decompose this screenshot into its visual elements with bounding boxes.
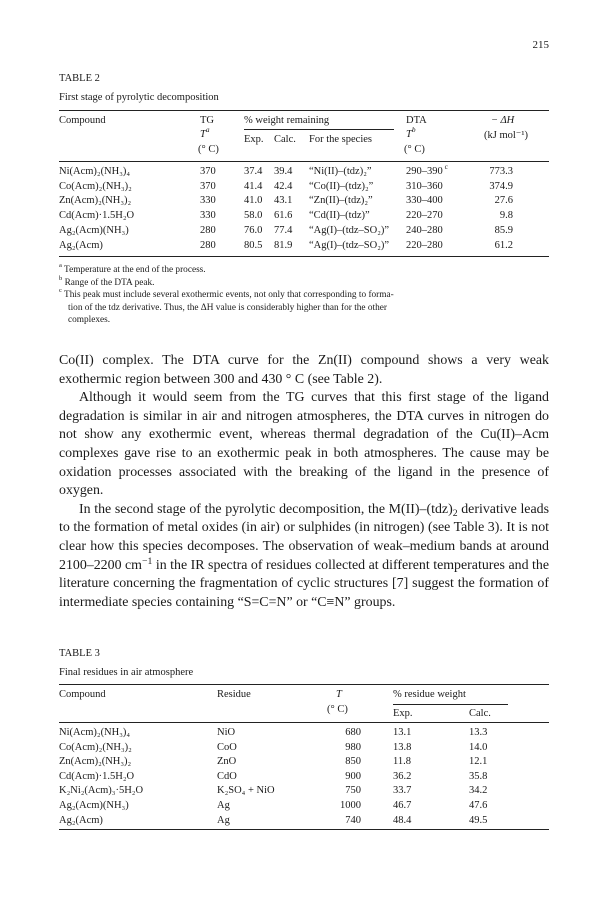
page-number: 215 [532, 39, 549, 51]
table2-header-rule [59, 161, 549, 162]
body-text [59, 352, 549, 612]
cell-residue: NiO [217, 727, 236, 738]
cell-calc: 47.6 [469, 800, 488, 811]
cell-tg-temp: 330 [200, 195, 216, 207]
cell-compound: Ag₂(Acm)(NH₃) [59, 800, 129, 811]
table3-bottom-rule [59, 829, 549, 830]
cell-temp: 740 [345, 814, 361, 826]
cell-compound: Ni(Acm)₂(NH₃)₄ [59, 727, 131, 738]
t2-header-ta: $T^a$ [200, 125, 210, 140]
cell-compound: Co(Acm)₂(NH₃)₂ [59, 180, 132, 192]
footnote-c: $^c$ This peak must include several exothermic events, not only that corresponding to forma- [59, 287, 394, 301]
cell-compound: Cd(Acm)·1.5H₂O [59, 210, 135, 222]
t2-header-dta: DTA [406, 115, 427, 126]
cell-exp: 36.2 [393, 770, 412, 782]
cell-species: “Cd(II)–(tdz)” [309, 210, 370, 222]
footnote-c-line2: tion of the tdz derivative. Thus, the ΔH value is considerably higher than for the other [68, 302, 387, 313]
table2-top-rule [59, 110, 549, 111]
t3-header-residue: Residue [217, 689, 251, 700]
t2-header-span-rule [244, 129, 394, 130]
footnote-a: $^a$ Temperature at the end of the process. [59, 262, 206, 275]
t2-header-compound: Compound [59, 115, 106, 126]
t3-header-t: T [336, 689, 342, 700]
cell-dh: 773.3 [489, 166, 513, 177]
cell-compound: Cd(Acm)·1.5H₂O [59, 770, 135, 782]
table3-caption: Final residues in air atmosphere [59, 667, 194, 678]
cell-temp: 680 [345, 727, 361, 738]
cell-calc: 35.8 [469, 770, 488, 782]
cell-tg-temp: 370 [200, 180, 216, 192]
cell-calc: 61.6 [274, 210, 293, 222]
cell-compound: Zn(Acm)₂(NH₃)₂ [59, 195, 132, 207]
t2-header-dh-unit: (kJ mol⁻¹) [484, 130, 528, 141]
cell-exp: 58.0 [244, 210, 263, 222]
paragraph-2: Although it would seem from the TG curves that this first stage of the ligand degradation is similar in air and nitrogen atmospheres, the DTA curves in nitrogen do not show any exothermic event, whereas thermal degradation of the Cu(II)–Acm complexes gave rise to an exothermic peak in both atmospheres. The cause may be oxidation processes associated with the breaking of the ligand in the presence of oxygen. [59, 390, 549, 499]
cell-calc: 49.5 [469, 814, 488, 826]
table3-label: TABLE 3 [59, 648, 100, 659]
table2-footnotes [59, 264, 549, 327]
cell-exp: 37.4 [244, 166, 263, 177]
cell-calc: 39.4 [274, 166, 293, 177]
cell-exp: 13.8 [393, 741, 412, 753]
t3-header-compound: Compound [59, 689, 106, 700]
cell-species: “Co(II)–(tdz)₂” [309, 180, 374, 192]
cell-compound: Ag₂(Acm) [59, 814, 103, 826]
table2-bottom-rule [59, 256, 549, 257]
cell-dta: 290–390 $^c$ [406, 162, 448, 177]
cell-dh: 61.2 [494, 239, 513, 251]
cell-dh: 374.9 [489, 180, 513, 192]
cell-residue: Ag [217, 800, 230, 811]
cell-tg-temp: 280 [200, 224, 216, 236]
table3-top-rule [59, 684, 549, 685]
cell-compound: Zn(Acm)₂(NH₃)₂ [59, 756, 132, 768]
t2-header-unit: (° C) [198, 144, 219, 155]
table3 [59, 684, 549, 824]
table2-label: TABLE 2 [59, 73, 100, 84]
cell-calc: 13.3 [469, 727, 488, 738]
cell-residue: CdO [217, 770, 237, 782]
cell-exp: 80.5 [244, 239, 263, 251]
cell-exp: 46.7 [393, 800, 412, 811]
cell-compound: K₂Ni₂(Acm)₃·5H₂O [59, 785, 144, 797]
t2-header-tg: TG [200, 115, 214, 126]
cell-dta: 310–360 [406, 180, 443, 192]
t3-header-exp: Exp. [393, 708, 413, 719]
t2-header-unit-dta: (° C) [404, 144, 425, 155]
cell-calc: 12.1 [469, 756, 488, 768]
cell-dta: 240–280 [406, 224, 443, 236]
t2-header-calc: Calc. [274, 134, 296, 145]
t2-header-species: For the species [309, 134, 372, 145]
cell-calc: 42.4 [274, 180, 293, 192]
cell-calc: 14.0 [469, 741, 488, 753]
cell-exp: 48.4 [393, 814, 412, 826]
cell-residue: CoO [217, 741, 237, 753]
cell-exp: 33.7 [393, 785, 412, 797]
t3-header-unit: (° C) [327, 704, 348, 715]
t3-header-calc: Calc. [469, 708, 491, 719]
cell-compound: Ni(Acm)₂(NH₃)₄ [59, 166, 131, 177]
cell-tg-temp: 370 [200, 166, 216, 177]
cell-dh: 9.8 [499, 210, 513, 222]
table2-caption: First stage of pyrolytic decomposition [59, 92, 219, 103]
cell-temp: 750 [345, 785, 361, 797]
cell-calc: 77.4 [274, 224, 293, 236]
table2 [59, 110, 549, 260]
paragraph-3: In the second stage of the pyrolytic decomposition, the $M(II)-(tdz)_2$ derivative leads to the formation of metal oxides (in air) or sulphides (in nitrogen) (see Table 3). It is not clear how this species decomposes. The observation of weak–medium bands at around 2100–2200 $cm^{-1}$ in the IR spectra of residues collected at different temperatures and the literature concerning the fragmentation of cyclic structures [7] suggest the formation of intermediate species containing “S=C=N” or “C≡N” groups. [59, 501, 549, 610]
cell-exp: 41.0 [244, 195, 263, 207]
t3-header-residue-weight: % residue weight [393, 689, 466, 700]
t3-header-span-rule [393, 704, 508, 705]
cell-species: “Ni(II)–(tdz)₂” [309, 166, 372, 177]
cell-species: “Ag(I)–(tdz–SO₂)” [309, 239, 390, 251]
cell-compound: Ag₂(Acm) [59, 239, 103, 251]
cell-temp: 900 [345, 770, 361, 782]
cell-temp: 850 [345, 756, 361, 768]
cell-residue: ZnO [217, 756, 237, 768]
cell-dh: 85.9 [494, 224, 513, 236]
cell-exp: 41.4 [244, 180, 263, 192]
cell-dta: 220–280 [406, 239, 443, 251]
footnote-mark: c [442, 162, 448, 171]
cell-dta: 220–270 [406, 210, 443, 222]
cell-residue: Ag [217, 814, 230, 826]
cell-temp: 980 [345, 741, 361, 753]
cell-tg-temp: 280 [200, 239, 216, 251]
cell-residue: K₂SO₄ + NiO [217, 785, 275, 797]
cell-calc: 81.9 [274, 239, 293, 251]
cell-species: “Zn(II)–(tdz)₂” [309, 195, 373, 207]
t2-header-tb: $T^b$ [406, 125, 416, 140]
cell-temp: 1000 [340, 800, 361, 811]
t2-header-weight-remaining: % weight remaining [244, 115, 330, 126]
t2-header-exp: Exp. [244, 134, 264, 145]
cell-compound: Co(Acm)₂(NH₃)₂ [59, 741, 132, 753]
footnote-c-line3: complexes. [68, 315, 111, 326]
footnote-b: $^b$ Range of the DTA peak. [59, 274, 155, 288]
cell-dh: 27.6 [494, 195, 513, 207]
cell-calc: 34.2 [469, 785, 488, 797]
cell-compound: Ag₂(Acm)(NH₃) [59, 224, 129, 236]
cell-exp: 11.8 [393, 756, 411, 768]
cell-species: “Ag(I)–(tdz–SO₂)” [309, 224, 390, 236]
cell-calc: 43.1 [274, 195, 293, 207]
cell-exp: 76.0 [244, 224, 263, 236]
cell-tg-temp: 330 [200, 210, 216, 222]
t2-header-dh: − ΔH [491, 115, 515, 126]
paragraph-1: Co(II) complex. The DTA curve for the Zn(II) compound shows a very weak exothermic region between 300 and 430 ° C (see Table 2). [59, 353, 549, 387]
cell-exp: 13.1 [393, 727, 412, 738]
table3-header-rule [59, 722, 549, 723]
cell-dta: 330–400 [406, 195, 443, 207]
